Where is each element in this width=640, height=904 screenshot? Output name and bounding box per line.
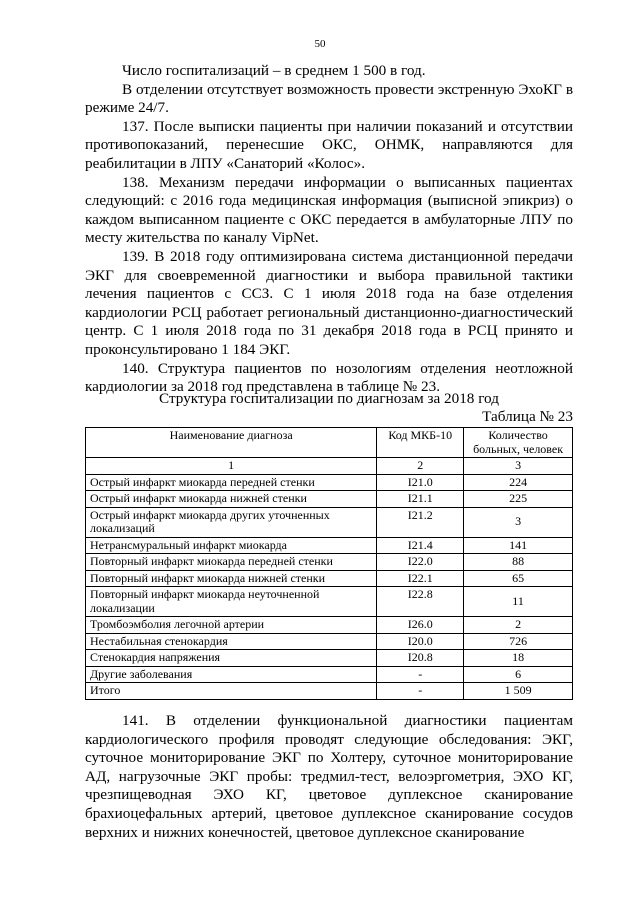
diagnosis-name: Острый инфаркт миокарда нижней стенки <box>86 491 377 508</box>
table-total-row <box>86 683 573 700</box>
table-row <box>86 474 573 491</box>
patient-count: 225 <box>464 491 573 508</box>
icd-code: I21.2 <box>377 507 464 537</box>
icd-code: I21.0 <box>377 474 464 491</box>
icd-code: - <box>377 683 464 700</box>
icd-code: I22.1 <box>377 570 464 587</box>
header-diagnosis: Наименование диагноза <box>86 428 377 458</box>
patient-count: 18 <box>464 650 573 667</box>
table-row <box>86 666 573 683</box>
paragraph: 138. Механизм передачи информации о выписанных пациентах следующий: с 2016 года медицинская информация (выписной эпикриз) о каждом выписанном пациенте с ОКС передается в амбулаторные ЛПУ по месту жительства по каналу VipNet. <box>85 173 573 247</box>
patient-count: 1 509 <box>464 683 573 700</box>
diagnosis-name: Итого <box>86 683 377 700</box>
diagnosis-name: Повторный инфаркт миокарда передней стенки <box>86 554 377 571</box>
diagnosis-name: Нестабильная стенокардия <box>86 633 377 650</box>
patient-count: 65 <box>464 570 573 587</box>
paragraph: Число госпитализаций – в среднем 1 500 в год. <box>122 62 426 79</box>
patient-count: 3 <box>464 507 573 537</box>
table-row <box>86 650 573 667</box>
table-row <box>86 633 573 650</box>
diagnosis-name: Стенокардия напряжения <box>86 650 377 667</box>
icd-code: I26.0 <box>377 617 464 634</box>
diagnosis-name: Острый инфаркт миокарда передней стенки <box>86 474 377 491</box>
table-row <box>86 507 573 537</box>
paragraph: 139. В 2018 году оптимизирована система дистанционной передачи ЭКГ для своевременной диагностики и выбора правильной тактики лечения пациентов с ССЗ. С 1 июля 2018 года на базе отделения кардиологии РСЦ работает региональный дистанционно-диагностический центр. С 1 июля 2018 года по 31 декабря 2018 года в РСЦ принято и проконсультировано 1 184 ЭКГ. <box>85 247 573 358</box>
icd-code: I22.8 <box>377 587 464 617</box>
text-block-bottom <box>85 712 573 842</box>
table-row <box>86 554 573 571</box>
table-column-number-row <box>86 458 573 475</box>
table-row <box>86 587 573 617</box>
icd-code: - <box>377 666 464 683</box>
icd-code: I22.0 <box>377 554 464 571</box>
paragraph: В отделении отсутствует возможность провести экстренную ЭхоКГ в режиме 24/7. <box>85 80 573 117</box>
icd-code: I21.4 <box>377 537 464 554</box>
table-row <box>86 491 573 508</box>
patient-count: 726 <box>464 633 573 650</box>
text-block-top <box>85 62 573 397</box>
paragraph: 141. В отделении функциональной диагностики пациентам кардиологического профиля проводят следующие обследования: ЭКГ, суточное мониторирование ЭКГ по Холтеру, суточное мониторирование АД, нагрузочные ЭКГ пробы: тредмил-тест, велоэргометрия, ЭХО КГ, чрезпищеводная ЭХО КГ, цветовое дуплексное сканирование брахиоцефальных артерий, цветовое дуплексное сканирование сосудов верхних и нижних конечностей, цветовое дуплексное сканирование <box>85 712 573 841</box>
header-patient-count: Количество больных, человек <box>464 428 573 458</box>
table-row <box>86 537 573 554</box>
diagnosis-name: Нетрансмуральный инфаркт миокарда <box>86 537 377 554</box>
diagnosis-name: Тромбоэмболия легочной артерии <box>86 617 377 634</box>
table-row <box>86 570 573 587</box>
icd-code: I20.0 <box>377 633 464 650</box>
diagnosis-name: Повторный инфаркт миокарда неуточненной локализации <box>86 587 377 617</box>
paragraph: 140. Структура пациентов по нозологиям отделения неотложной кардиологии за 2018 год представлена в таблице № 23. <box>85 359 573 396</box>
diagnosis-name: Повторный инфаркт миокарда нижней стенки <box>86 570 377 587</box>
patient-count: 141 <box>464 537 573 554</box>
column-number: 2 <box>377 458 464 475</box>
table-number: Таблица № 23 <box>482 408 573 425</box>
patient-count: 11 <box>464 587 573 617</box>
patient-count: 88 <box>464 554 573 571</box>
column-number: 1 <box>86 458 377 475</box>
paragraph: 137. После выписки пациенты при наличии показаний и отсутствии противопоказаний, перенесшие ОКС, ОНМК, направляются для реабилитации в ЛПУ «Санаторий «Колос». <box>85 117 573 172</box>
patient-count: 2 <box>464 617 573 634</box>
diagnosis-name: Другие заболевания <box>86 666 377 683</box>
icd-code: I20.8 <box>377 650 464 667</box>
column-number: 3 <box>464 458 573 475</box>
table-header-row <box>86 428 573 458</box>
page-number: 50 <box>314 38 326 50</box>
table-caption: Структура госпитализации по диагнозам за 2018 год <box>159 390 499 407</box>
diagnosis-table <box>85 427 573 700</box>
table-row <box>86 617 573 634</box>
patient-count: 224 <box>464 474 573 491</box>
diagnosis-name: Острый инфаркт миокарда других уточненных локализаций <box>86 507 377 537</box>
header-icd-code: Код МКБ-10 <box>377 428 464 458</box>
icd-code: I21.1 <box>377 491 464 508</box>
patient-count: 6 <box>464 666 573 683</box>
